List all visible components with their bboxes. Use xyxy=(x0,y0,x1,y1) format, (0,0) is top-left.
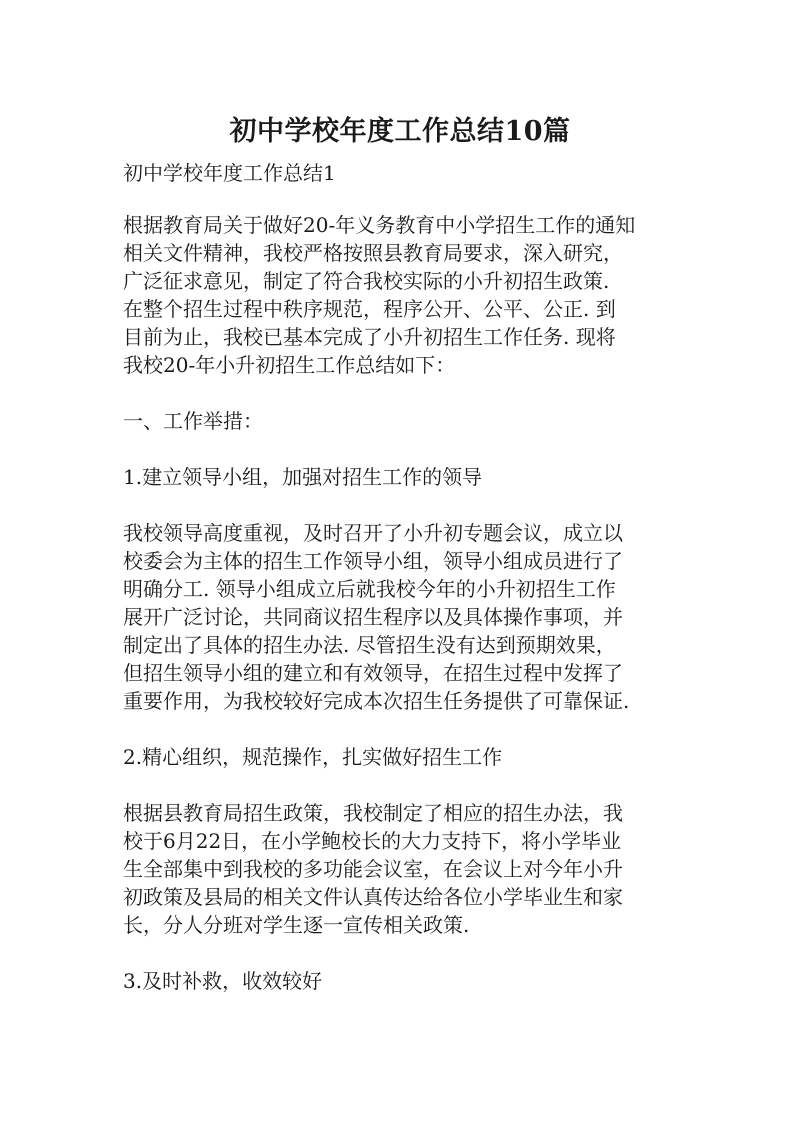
paragraph-line: 重要作用，为我校较好完成本次招生任务提供了可靠保证. xyxy=(123,689,630,713)
paragraph-line: 校于6月22日，在小学鲍校长的大力支持下，将小学毕业 xyxy=(123,829,622,853)
item-heading: 1.建立领导小组，加强对招生工作的领导 xyxy=(123,465,483,489)
paragraph-line: 目前为止，我校已基本完成了小升初招生工作任务. 现将 xyxy=(123,325,616,349)
paragraph-line: 校委会为主体的招生工作领导小组，领导小组成员进行了 xyxy=(123,549,623,573)
paragraph-line: 明确分工. 领导小组成立后就我校今年的小升初招生工作 xyxy=(123,577,616,601)
paragraph-line: 广泛征求意见，制定了符合我校实际的小升初招生政策. xyxy=(123,269,610,293)
paragraph-line: 我校20-年小升初招生工作总结如下： xyxy=(123,353,456,377)
paragraph-line: 但招生领导小组的建立和有效领导，在招生过程中发挥了 xyxy=(123,661,623,685)
document-title: 初中学校年度工作总结10篇 xyxy=(229,116,571,147)
item-heading: 3.及时补救，收效较好 xyxy=(123,969,323,993)
paragraph-line: 制定出了具体的招生办法. 尽管招生没有达到预期效果， xyxy=(123,633,616,657)
paragraph-line: 生全部集中到我校的多功能会议室，在会议上对今年小升 xyxy=(123,857,623,881)
paragraph-line: 展开广泛讨论，共同商议招生程序以及具体操作事项，并 xyxy=(123,605,623,629)
item-heading: 2.精心组织，规范操作，扎实做好招生工作 xyxy=(123,745,503,769)
paragraph-line: 初政策及县局的相关文件认真传达给各位小学毕业生和家 xyxy=(123,885,623,909)
paragraph-line: 相关文件精神，我校严格按照县教育局要求，深入研究， xyxy=(123,241,623,265)
paragraph-line: 长，分人分班对学生逐一宣传相关政策. xyxy=(123,913,470,937)
paragraph-line: 我校领导高度重视，及时召开了小升初专题会议，成立以 xyxy=(123,521,623,545)
paragraph-line: 根据教育局关于做好20-年义务教育中小学招生工作的通知 xyxy=(123,213,636,237)
document-subtitle: 初中学校年度工作总结1 xyxy=(123,161,336,185)
paragraph-line: 在整个招生过程中秩序规范，程序公开、公平、公正. 到 xyxy=(123,297,616,321)
section-heading: 一、工作举措： xyxy=(123,409,263,433)
paragraph-line: 根据县教育局招生政策，我校制定了相应的招生办法，我 xyxy=(123,801,623,825)
